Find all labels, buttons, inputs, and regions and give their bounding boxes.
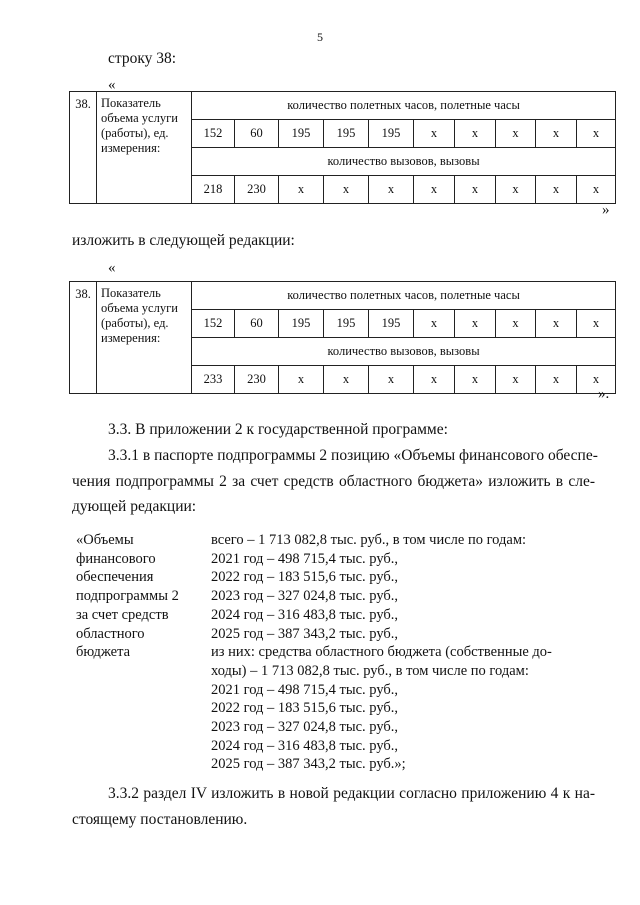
value-cell: 60 (235, 120, 279, 148)
value-cell: x (414, 120, 455, 148)
finance-line: из них: средства областного бюджета (собственные до- (211, 644, 552, 661)
section-3-3-2-line: стоящему постановлению. (72, 811, 248, 828)
value-cell: 195 (324, 310, 369, 338)
value-cell: x (536, 310, 577, 338)
value-cell: x (536, 366, 577, 394)
value-cell: x (536, 176, 577, 204)
finance-line: 2024 год – 316 483,8 тыс. руб., (211, 737, 399, 754)
value-cell: x (455, 120, 496, 148)
value-cell: 195 (279, 310, 324, 338)
value-cell: 218 (192, 176, 235, 204)
close-quote-2: ». (598, 386, 610, 402)
open-quote-1: « (108, 77, 116, 93)
value-cell: x (369, 176, 414, 204)
intro-line: строку 38: (108, 50, 177, 67)
indicator-table-before (69, 91, 616, 204)
value-cell: x (369, 366, 414, 394)
label-line: Показатель (101, 286, 161, 300)
label-line: измерения: (101, 141, 161, 155)
finance-label (76, 531, 179, 662)
label-line: объема услуги (101, 111, 178, 125)
finance-values (211, 531, 552, 774)
finance-line: 2025 год – 387 343,2 тыс. руб., (211, 625, 399, 642)
value-cell: 195 (279, 120, 324, 148)
finance-line: ходы) – 1 713 082,8 тыс. руб., в том числе по годам: (211, 662, 529, 679)
flight-hours-header: количество полетных часов, полетные часы (192, 92, 616, 120)
value-cell: x (414, 176, 455, 204)
indicator-label (97, 282, 192, 394)
value-cell: 195 (324, 120, 369, 148)
section-3-3-1-line: чения подпрограммы 2 за счет средств областного бюджета» изложить в сле- (72, 473, 595, 490)
row-number: 38. (70, 282, 97, 394)
value-cell: x (496, 176, 536, 204)
value-cell: 60 (235, 310, 279, 338)
finance-line: 2022 год – 183 515,6 тыс. руб., (211, 569, 399, 586)
close-quote-1: » (602, 202, 610, 218)
value-cell: x (414, 366, 455, 394)
section-3-3-2-line: 3.3.2 раздел IV изложить в новой редакции согласно приложению 4 к на- (108, 785, 595, 802)
section-3-3-1-line: дующей редакции: (72, 498, 197, 515)
finance-line: 2024 год – 316 483,8 тыс. руб., (211, 606, 399, 623)
finance-line: всего – 1 713 082,8 тыс. руб., в том числе по годам: (211, 532, 527, 548)
label-line: (работы), ед. (101, 316, 169, 330)
value-cell: x (536, 120, 577, 148)
value-cell: x (496, 310, 536, 338)
value-cell: 230 (235, 176, 279, 204)
finance-line: 2022 год – 183 515,6 тыс. руб., (211, 700, 399, 717)
value-cell: x (279, 366, 324, 394)
page-number: 5 (317, 30, 323, 44)
value-cell: x (324, 176, 369, 204)
finance-label-line: «Объемы (76, 532, 134, 548)
finance-label-line: бюджета (76, 644, 131, 661)
value-cell: x (455, 366, 496, 394)
label-line: (работы), ед. (101, 126, 169, 140)
finance-label-line: финансового (76, 550, 156, 567)
finance-line: 2023 год – 327 024,8 тыс. руб., (211, 588, 399, 605)
value-cell: x (414, 310, 455, 338)
finance-label-line: областного (76, 625, 145, 642)
finance-label-line: за счет средств (76, 606, 169, 623)
label-line: объема услуги (101, 301, 178, 315)
middle-line: изложить в следующей редакции: (72, 232, 295, 249)
flight-hours-header: количество полетных часов, полетные часы (192, 282, 616, 310)
indicator-label (97, 92, 192, 204)
finance-label-line: обеспечения (76, 569, 154, 586)
section-3-3: 3.3. В приложении 2 к государственной программе: (108, 421, 448, 438)
finance-label-line: подпрограммы 2 (76, 588, 179, 605)
label-line: Показатель (101, 96, 161, 110)
value-cell: x (496, 366, 536, 394)
value-cell: 152 (192, 120, 235, 148)
finance-line: 2021 год – 498 715,4 тыс. руб., (211, 550, 399, 567)
finance-line: 2021 год – 498 715,4 тыс. руб., (211, 681, 399, 698)
value-cell: x (577, 176, 616, 204)
calls-header: количество вызовов, вызовы (192, 338, 616, 366)
value-cell: x (279, 176, 324, 204)
value-cell: x (496, 120, 536, 148)
value-cell: x (577, 366, 616, 394)
value-cell: 195 (369, 120, 414, 148)
value-cell: 230 (235, 366, 279, 394)
value-cell: x (455, 310, 496, 338)
label-line: измерения: (101, 331, 161, 345)
value-cell: 233 (192, 366, 235, 394)
open-quote-2: « (108, 260, 116, 276)
indicator-table-after (69, 281, 616, 394)
value-cell: x (577, 120, 616, 148)
value-cell: 152 (192, 310, 235, 338)
section-3-3-1-line: 3.3.1 в паспорте подпрограммы 2 позицию «Объемы финансового обеспе- (108, 447, 598, 464)
finance-line: 2023 год – 327 024,8 тыс. руб., (211, 719, 399, 736)
finance-line: 2025 год – 387 343,2 тыс. руб.»; (211, 756, 406, 773)
value-cell: x (577, 310, 616, 338)
value-cell: x (455, 176, 496, 204)
row-number: 38. (70, 92, 97, 204)
value-cell: 195 (369, 310, 414, 338)
value-cell: x (324, 366, 369, 394)
calls-header: количество вызовов, вызовы (192, 148, 616, 176)
